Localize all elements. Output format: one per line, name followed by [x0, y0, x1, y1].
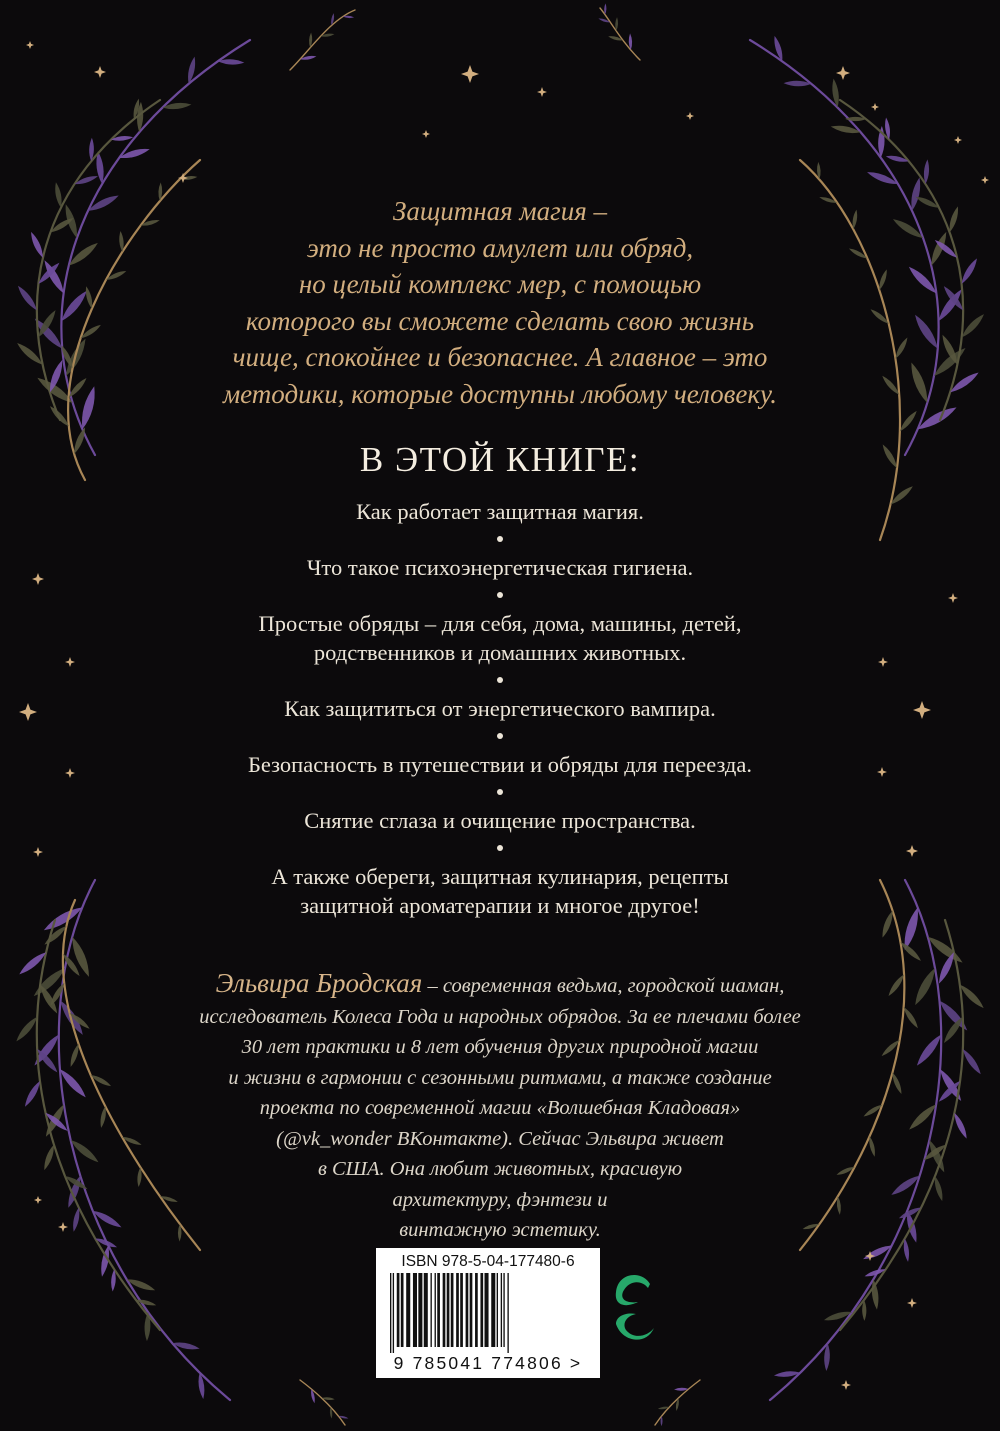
intro-line: но целый комплекс мер, с помощью	[298, 269, 702, 300]
star-icon	[871, 103, 879, 111]
author-bio	[0, 968, 1000, 1246]
bio-line: проекта по современной магии «Волшебная Кладовая»	[259, 1097, 741, 1119]
publisher-logo-icon	[608, 1262, 658, 1354]
barcode-digits: 9 785041 774806 >	[393, 1353, 583, 1373]
isbn-label: ISBN 978-5-04-177480-6	[401, 1253, 575, 1270]
branch-decor	[655, 1380, 700, 1426]
topic-item: родственников и домашних животных.	[313, 640, 687, 665]
topic-item: защитной ароматерапии и многое другое!	[300, 893, 700, 918]
barcode	[376, 1248, 600, 1378]
bullet-separator	[0, 667, 1000, 694]
author-name: Эльвира Бродская	[215, 968, 423, 998]
star-icon	[907, 1298, 917, 1308]
intro-line: которого вы сможете сделать свою жизнь	[245, 305, 755, 336]
star-icon	[954, 136, 962, 144]
star-icon	[422, 130, 430, 138]
bio-line: и жизни в гармонии с сезонными ритмами, а также создание	[228, 1066, 772, 1089]
bio-first-line	[0, 968, 1000, 1002]
bio-line: (@vk_wonder ВКонтакте). Сейчас Эльвира живет	[276, 1127, 724, 1150]
branch-decor	[290, 10, 355, 70]
topic-item: А также обереги, защитная кулинария, рецепты	[271, 864, 729, 889]
bullet-separator	[0, 582, 1000, 609]
bio-line: в США. Она любит животных, красивую	[317, 1158, 683, 1180]
barcode-bars	[386, 1273, 590, 1353]
intro-text	[0, 193, 1000, 413]
star-icon	[537, 87, 547, 97]
topic-item: Простые обряды – для себя, дома, машины, детей,	[258, 611, 742, 636]
star-icon	[178, 173, 188, 183]
intro-line: чище, спокойнее и безопаснее. А главное – это	[232, 342, 768, 373]
topic-item: Как защититься от энергетического вампира.	[284, 696, 716, 721]
star-icon	[841, 1380, 851, 1390]
bio-line: исследователь Колеса Года и народных обрядов. За ее плечами более	[199, 1005, 801, 1028]
intro-line: методики, которые доступны любому человеку.	[222, 378, 778, 409]
topic-item: Что такое психоэнергетическая гигиена.	[306, 555, 694, 580]
star-icon	[26, 41, 34, 49]
branch-decor	[300, 1380, 349, 1425]
branch-decor	[598, 3, 640, 60]
star-icon	[94, 66, 106, 78]
intro-line: это не просто амулет или обряд,	[306, 232, 694, 263]
bio-line: винтажную эстетику.	[399, 1219, 601, 1241]
topics-list	[0, 497, 1000, 920]
star-icon	[686, 112, 694, 120]
bullet-separator	[0, 723, 1000, 750]
topic-item: Безопасность в путешествии и обряды для переезда.	[247, 752, 752, 777]
star-icon	[981, 176, 989, 184]
section-heading: В ЭТОЙ КНИГЕ:	[359, 440, 641, 479]
star-icon	[461, 65, 479, 83]
topic-item: Снятие сглаза и очищение пространства.	[304, 808, 696, 833]
bio-line: 30 лет практики и 8 лет обучения других природной магии	[241, 1036, 759, 1058]
bullet-separator	[0, 526, 1000, 553]
bio-text: – современная ведьма, городской шаман,	[422, 975, 785, 997]
topic-item: Как работает защитная магия.	[356, 499, 644, 524]
bio-line: архитектуру, фэнтези и	[392, 1188, 608, 1211]
bullet-separator	[0, 779, 1000, 806]
intro-line: Защитная магия –	[392, 196, 607, 226]
bullet-separator	[0, 835, 1000, 862]
star-icon	[836, 66, 850, 80]
